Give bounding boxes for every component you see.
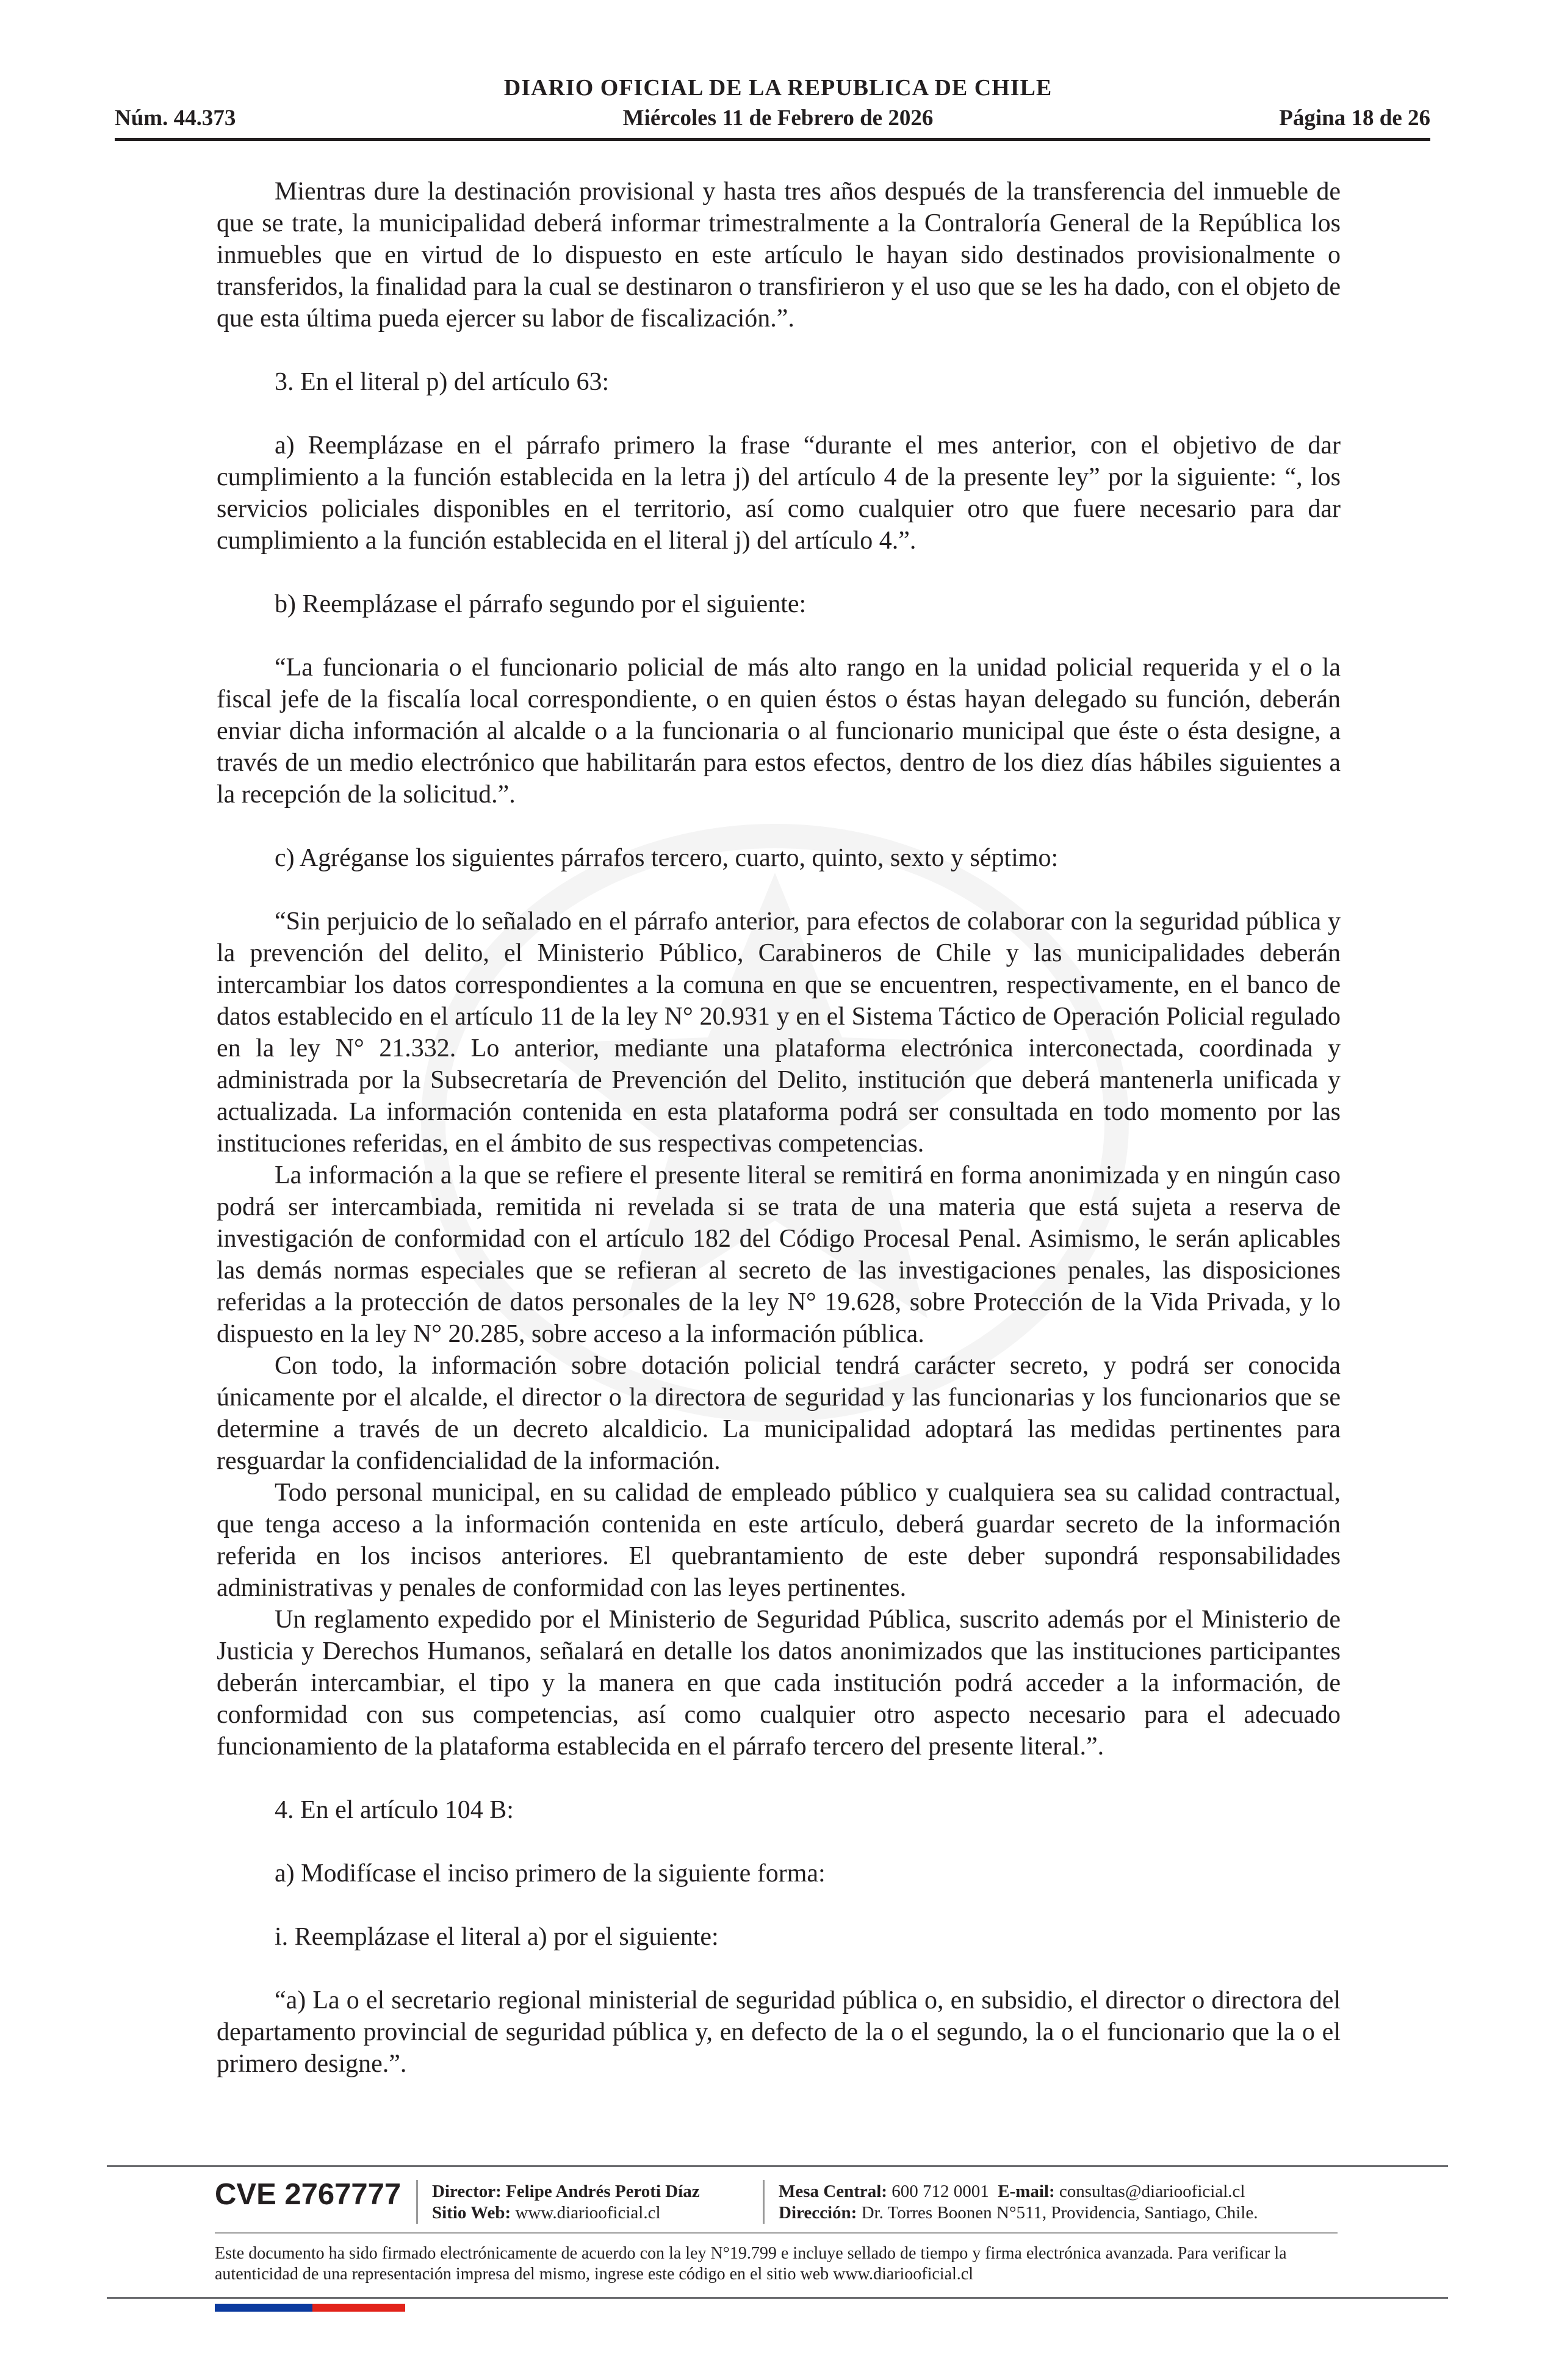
body-paragraph: “a) La o el secretario regional ministerial de seguridad pública o, en subsidio, el director o directora del departamento provincial de seguridad pública y, en defecto de la o el segundo, la o el funcionario que la o el primero designe.”. [217, 1986, 1341, 2078]
flag-stripe-red [312, 2304, 405, 2312]
legal-notice: Este documento ha sido firmado electrónicamente de acuerdo con la ley N°19.799 e incluye sellado de tiempo y firma electrónica avanzada. Para verificar la autenticidad de una representación impresa del mismo, ingrese este código en el sitio web www.diariooficial.cl [215, 2244, 1287, 2284]
body-paragraph: a) Modifícase el inciso primero de la siguiente forma: [275, 1859, 826, 1888]
cve-code: CVE 2767777 [215, 2178, 402, 2211]
body-paragraph: 4. En el artículo 104 B: [275, 1796, 514, 1824]
footer-divider-middle [215, 2232, 1338, 2234]
document-body [217, 176, 1341, 2080]
body-paragraph: Todo personal municipal, en su calidad de empleado público y cualquiera sea su calidad contractual, que tenga acceso a la información contenida en este artículo, deberá guardar secreto de la información referida en los incisos anteriores. El quebrantamiento de este deber supondrá responsabilidades administrativas y penales de conformidad con las leyes pertinentes. [217, 1479, 1341, 1602]
email-link[interactable]: consultas@diariooficial.cl [1059, 2182, 1245, 2201]
footer-director-block [432, 2181, 700, 2224]
body-paragraph: Mientras dure la destinación provisional y hasta tres años después de la transferencia del inmueble de que se trate, la municipalidad deberá informar trimestralmente a la Contraloría General de la República los inmuebles que en virtud de lo dispuesto en este artículo le hayan sido destinados provisionalmente o transferidos, la finalidad para la cual se destinaron o transfirieron y el uso que se les ha dado, con el objeto de que esta última pueda ejercer su labor de fiscalización.”. [217, 178, 1341, 333]
issue-date: Miércoles 11 de Febrero de 2026 [622, 106, 934, 131]
email-label: E-mail: [998, 2182, 1055, 2201]
phone-label: Mesa Central: [779, 2182, 887, 2201]
body-paragraph: 3. En el literal p) del artículo 63: [275, 368, 610, 396]
address-label: Dirección: [779, 2203, 857, 2223]
address-text: Dr. Torres Boonen N°511, Providencia, Santiago, Chile. [861, 2203, 1258, 2223]
footer-separator [416, 2180, 418, 2224]
body-paragraph: c) Agréganse los siguientes párrafos tercero, cuarto, quinto, sexto y séptimo: [275, 844, 1059, 872]
body-paragraph: a) Reemplázase en el párrafo primero la frase “durante el mes anterior, con el objetivo de dar cumplimiento a la función establecida en la letra j) del artículo 4 de la presente ley” por la siguiente: “, los servicios policiales disponibles en el territorio, así como cualquier otro que fuere necesario para dar cumplimiento a la función establecida en el literal j) del artículo 4.”. [217, 431, 1341, 555]
director-name: Felipe Andrés Peroti Díaz [506, 2182, 700, 2201]
body-paragraph: Con todo, la información sobre dotación policial tendrá carácter secreto, y podrá ser conocida únicamente por el alcalde, el director o la directora de seguridad y las funcionarias y los funcionarios que se determine a través de un decreto alcaldicio. La municipalidad adoptará las medidas pertinentes para resguardar la confidencialidad de la información. [217, 1352, 1341, 1475]
issue-number: Núm. 44.373 [115, 106, 236, 131]
website-link[interactable]: www.diariooficial.cl [515, 2203, 661, 2223]
body-paragraph: i. Reemplázase el literal a) por el siguiente: [275, 1923, 719, 1951]
website-label: Sitio Web: [432, 2203, 511, 2223]
phone-number: 600 712 0001 [891, 2182, 989, 2201]
footer-contact-block [779, 2181, 1258, 2224]
body-paragraph: La información a la que se refiere el presente literal se remitirá en forma anonimizada y en ningún caso podrá ser intercambiada, remitida ni revelada si se trata de una materia que está sujeta a reserva de investigación de conformidad con el artículo 182 del Código Procesal Penal. Asimismo, le serán aplicables las demás normas especiales que se refieran al secreto de las investigaciones penales, las disposiciones referidas a la protección de datos personales de la ley N° 19.628, sobre Protección de la Vida Privada, y lo dispuesto en la ley N° 20.285, sobre acceso a la información pública. [217, 1161, 1341, 1348]
body-paragraph: Un reglamento expedido por el Ministerio de Seguridad Pública, suscrito además por el Ministerio de Justicia y Derechos Humanos, señalará en detalle los datos anonimizados que las instituciones participantes deberán intercambiar, el tipo y la manera en que cada institución podrá acceder a la información, de conformidad con sus competencias, así como cualquier otro aspecto necesario para el adecuado funcionamiento de la plataforma establecida en el párrafo tercero del presente literal.”. [217, 1606, 1341, 1761]
body-paragraph: “Sin perjuicio de lo señalado en el párrafo anterior, para efectos de colaborar con la seguridad pública y la prevención del delito, el Ministerio Público, Carabineros de Chile y las municipalidades deberán intercambiar los datos correspondientes a la comuna en que se encuentren, respectivamente, en el banco de datos establecido en el artículo 11 de la ley N° 20.931 y en el Sistema Táctico de Operación Policial regulado en la ley N° 21.332. Lo anterior, mediante una plataforma electrónica interconectada, coordinada y administrada por la Subsecretaría de Prevención del Delito, institución que deberá mantenerla unificada y actualizada. La información contenida en esta plataforma podrá ser consultada en todo momento por las instituciones referidas, en el ámbito de sus respectivas competencias. [217, 907, 1341, 1158]
page-number: Página 18 de 26 [1279, 106, 1430, 131]
footer-separator [763, 2180, 765, 2224]
newspaper-title: DIARIO OFICIAL DE LA REPUBLICA DE CHILE [503, 75, 1053, 101]
footer-divider-top [107, 2165, 1448, 2167]
body-paragraph: “La funcionaria o el funcionario policial de más alto rango en la unidad policial requerida y el o la fiscal jefe de la fiscalía local correspondiente, o en quien éstos o éstas hayan delegado su función, deberán enviar dicha información al alcalde o a la funcionaria o al funcionario municipal que éste o ésta designe, a través de un medio electrónico que habilitarán para estos efectos, dentro de los diez días hábiles siguientes a la recepción de la solicitud.”. [217, 654, 1341, 809]
flag-stripe-blue [215, 2304, 312, 2312]
footer-divider-bottom [107, 2297, 1448, 2299]
director-label: Director: [432, 2182, 502, 2201]
body-paragraph: b) Reemplázase el párrafo segundo por el siguiente: [275, 590, 807, 618]
header-divider [115, 138, 1430, 141]
